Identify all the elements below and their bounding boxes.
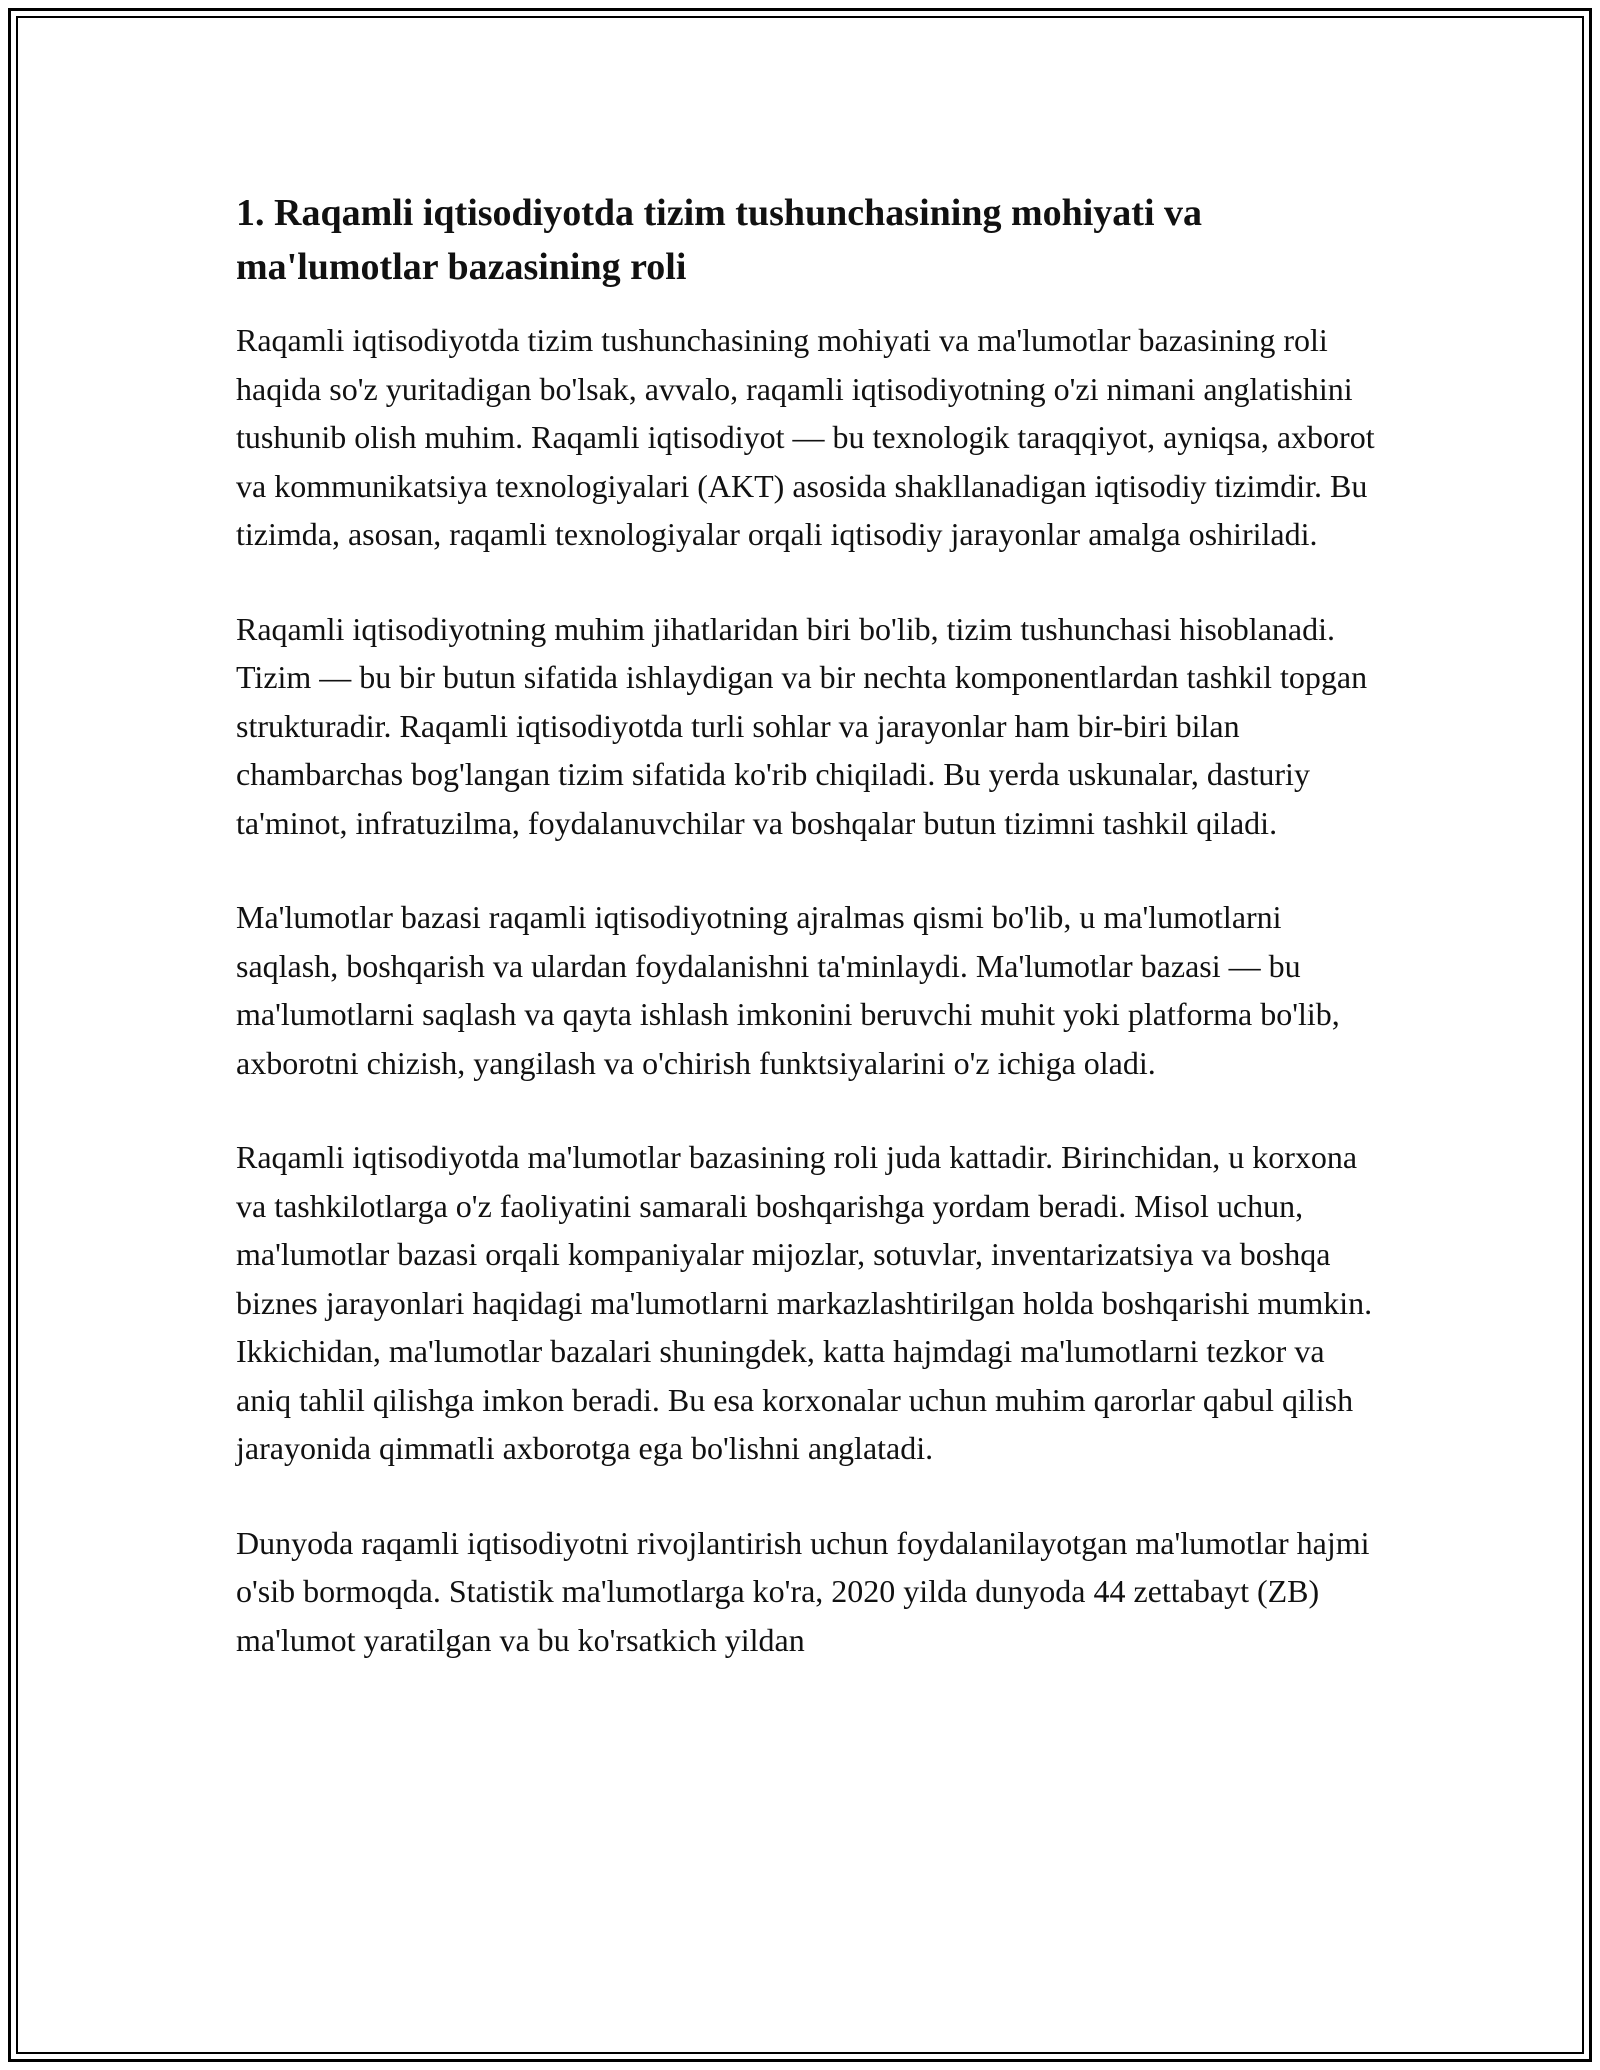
paragraph-3: Ma'lumotlar bazasi raqamli iqtisodiyotning ajralmas qismi bo'lib, u ma'lumotlarni saqlash, boshqarish va ulardan foydalanishni ta'minlaydi. Ma'lumotlar bazasi — bu ma'lumotlarni saqlash va qayta ishlash imkonini beruvchi muhit yoki platforma bo'lib, axborotni chizish, yangilash va o'chirish funktsiyalarini o'z ichiga oladi.	[236, 899, 1340, 1081]
paragraph-5: Dunyoda raqamli iqtisodiyotni rivojlantirish uchun foydalanilayotgan ma'lumotlar hajmi o'sib bormoqda. Statistik ma'lumotlarga ko'ra, 2020 yilda dunyoda 44 zettabayt (ZB) ma'lumot yaratilgan va bu ko'rsatkich yildan	[236, 1524, 1370, 1658]
paragraph-4: Raqamli iqtisodiyotda ma'lumotlar bazasining roli juda kattadir. Birinchidan, u korxona va tashkilotlarga o'z faoliyatini samarali boshqarishga yordam beradi. Misol uchun, ma'lumotlar bazasi orqali kompaniyalar mijozlar, sotuvlar, inventarizatsiya va boshqa biznes jarayonlari haqidagi ma'lumotlarni markazlashtirilgan holda boshqarishi mumkin. Ikkichidan, ma'lumotlar bazalari shuningdek, katta hajmdagi ma'lumotlarni tezkor va aniq tahlil qilishga imkon beradi. Bu esa korxonalar uchun muhim qarorlar qabul qilish jarayonida qimmatli axborotga ega bo'lishni anglatadi.	[236, 1139, 1373, 1466]
paragraph-2: Raqamli iqtisodiyotning muhim jihatlaridan biri bo'lib, tizim tushunchasi hisoblanadi. Tizim — bu bir butun sifatida ishlaydigan va bir nechta komponentlardan tashkil topgan strukturadir. Raqamli iqtisodiyotda turli sohlar va jarayonlar ham bir-biri bilan chambarchas bog'langan tizim sifatida ko'rib chiqiladi. Bu yerda uskunalar, dasturiy ta'minot, infratuzilma, foydalanuvchilar va boshqalar butun tizimni tashkil qiladi.	[236, 610, 1368, 841]
section-heading: 1. Raqamli iqtisodiyotda tizim tushunchasining mohiyati va ma'lumotlar bazasining roli	[236, 192, 1203, 288]
paragraph-1: Raqamli iqtisodiyotda tizim tushunchasining mohiyati va ma'lumotlar bazasining roli haqida so'z yuritadigan bo'lsak, avvalo, raqamli iqtisodiyotning o'zi nimani anglatishini tushunib olish muhim. Raqamli iqtisodiyot — bu texnologik taraqqiyot, ayniqsa, axborot va kommunikatsiya texnologiyalari (AKT) asosida shakllanadigan iqtisodiy tizimdir. Bu tizimda, asosan, raqamli texnologiyalar orqali iqtisodiy jarayonlar amalga oshiriladi.	[236, 322, 1375, 552]
document-body	[236, 186, 1376, 1710]
